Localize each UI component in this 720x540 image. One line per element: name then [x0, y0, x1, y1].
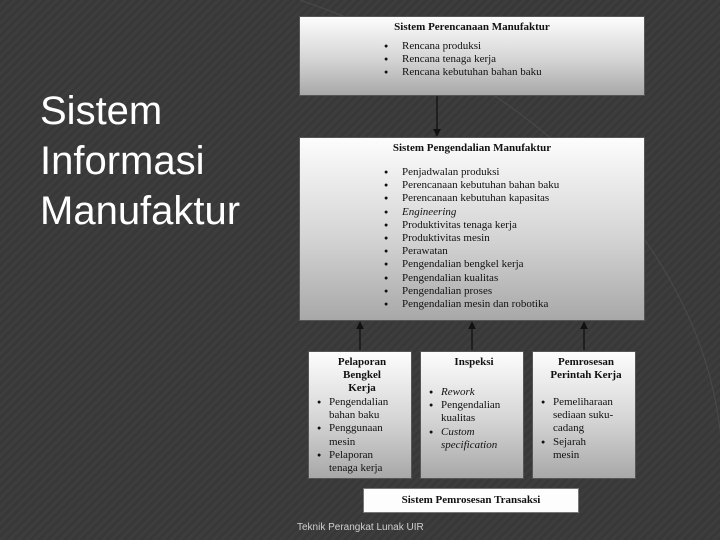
item-line: ● Custom — [441, 425, 475, 438]
control-system-title: Sistem Pengendalian Manufaktur — [392, 142, 552, 154]
title-line: Perintah Kerja — [550, 369, 622, 381]
list-item: ● Penjadwalan produksi — [380, 166, 644, 179]
list-item: ● Pengendalian mesin dan robotika — [380, 298, 644, 311]
item-line: mesin — [553, 448, 580, 461]
list-item: ● Pengendalian kualitas — [380, 272, 644, 285]
list-item: ● Perencanaan kebutuhan bahan baku — [380, 179, 644, 192]
list-item: ● Pengendalian proses — [380, 285, 644, 298]
item-line: ● Pemeliharaan — [553, 396, 613, 408]
item-line: mesin — [329, 435, 356, 448]
list-item: ● Produktivitas tenaga kerja — [380, 219, 644, 232]
title-line: Pemrosesan — [557, 356, 614, 368]
item-line: sediaan suku- — [553, 409, 614, 422]
list-item: ● Perencanaan kebutuhan kapasitas — [380, 192, 644, 205]
item-line: ● Penggunaan — [329, 422, 383, 435]
list-item: ● Rencana tenaga kerja — [380, 53, 644, 66]
inspection-title: Inspeksi — [454, 356, 494, 368]
title-line: Kerja — [348, 382, 376, 394]
list-item: ● Rencana produksi — [380, 40, 644, 53]
item-line: ● Pengendalian — [441, 399, 501, 412]
slide-title-line: Informasi — [40, 139, 205, 183]
item-line: kualitas — [441, 412, 476, 425]
planning-system-title: Sistem Perencanaan Manufaktur — [394, 21, 550, 33]
slide-title-line: Sistem — [40, 89, 163, 133]
title-line: Pelaporan — [337, 356, 387, 368]
item-line: cadang — [553, 422, 585, 435]
slide-title-line: Manufaktur — [40, 189, 241, 233]
item-line: ● Pelaporan — [329, 448, 373, 461]
item-line: bahan baku — [329, 409, 380, 422]
item-line: ● Rework — [441, 386, 475, 398]
item-line: ● Sejarah — [553, 435, 586, 448]
title-line: Bengkel — [343, 369, 381, 381]
transaction-system-title: Sistem Pemrosesan Transaksi — [401, 494, 541, 506]
list-item: ● Pengendalian bengkel kerja — [380, 258, 644, 271]
list-item: ● Perawatan — [380, 245, 644, 258]
item-line: specification — [441, 438, 498, 451]
item-line: ● Pengendalian — [329, 396, 389, 408]
item-line: tenaga kerja — [329, 462, 383, 475]
slide-footer: Teknik Perangkat Lunak UIR — [297, 522, 424, 533]
list-item: ● Engineering — [380, 206, 644, 219]
list-item: ● Rencana kebutuhan bahan baku — [380, 66, 644, 79]
list-item: ● Produktivitas mesin — [380, 232, 644, 245]
